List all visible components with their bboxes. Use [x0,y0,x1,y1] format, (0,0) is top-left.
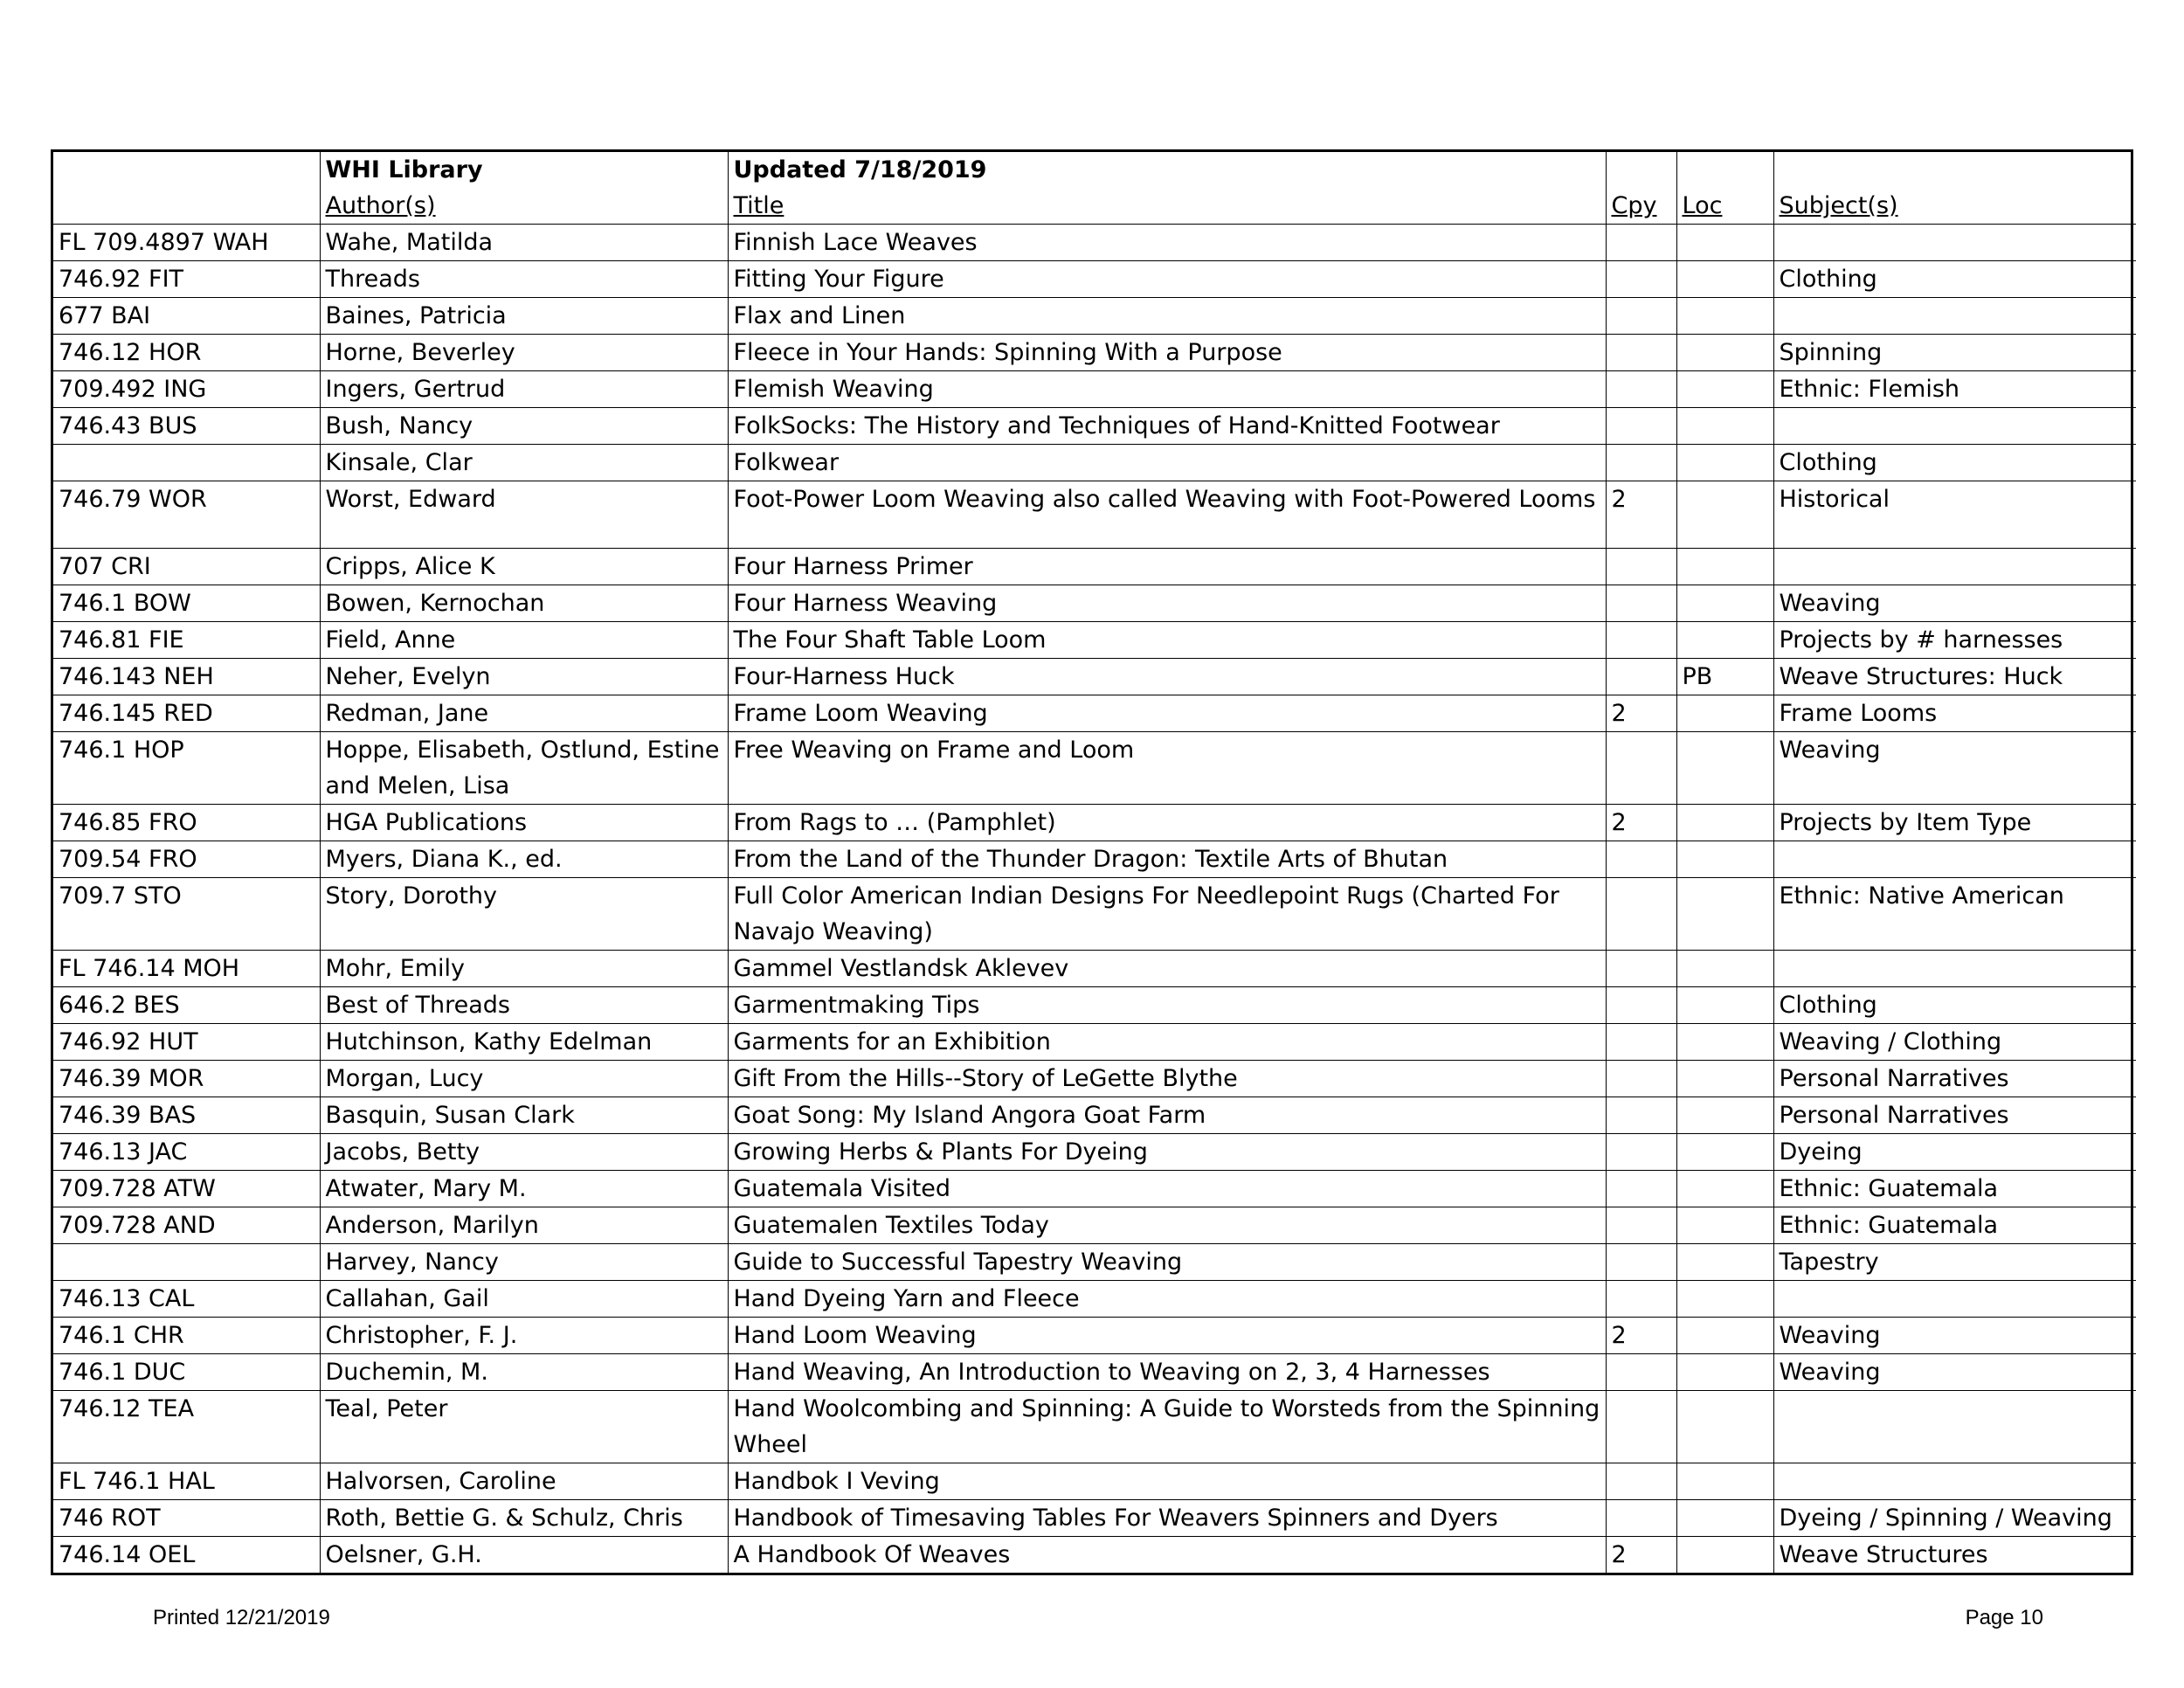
title-cell: FolkSocks: The History and Techniques of Hand-Knitted Footwear [728,408,1606,445]
call-number-cell: 746.12 HOR [53,335,320,371]
call-number-cell: 746.13 CAL [53,1281,320,1318]
location-cell [1676,225,1773,261]
subject-cell: Dyeing / Spinning / Weaving [1773,1500,2136,1537]
copies-cell [1606,1463,1676,1500]
call-number-cell: 746.39 MOR [53,1061,320,1097]
author-cell: Myers, Diana K., ed. [320,841,728,878]
location-cell [1676,298,1773,335]
call-number-cell: 709.492 ING [53,371,320,408]
author-cell: Bowen, Kernochan [320,585,728,622]
copies-cell [1606,585,1676,622]
copies-cell [1606,261,1676,298]
copies-cell [1606,732,1676,805]
table-row [53,445,2136,481]
call-number-cell: 746.43 BUS [53,408,320,445]
title-cell: Hand Loom Weaving [728,1318,1606,1354]
location-cell [1676,371,1773,408]
table-row [53,408,2136,445]
table-row [53,481,2136,549]
title-cell: Finnish Lace Weaves [728,225,1606,261]
table-row [53,371,2136,408]
table-row [53,987,2136,1024]
location-cell [1676,987,1773,1024]
header-subject-cell [1773,152,2136,225]
title-cell: Guatemalen Textiles Today [728,1207,1606,1244]
header-author-cell [320,152,728,225]
title-cell: From Rags to … (Pamphlet) [728,805,1606,841]
copies-cell [1606,622,1676,659]
call-number-cell: FL 746.1 HAL [53,1463,320,1500]
call-number-cell: 746.92 HUT [53,1024,320,1061]
title-cell: Gammel Vestlandsk Aklevev [728,951,1606,987]
title-cell: Guatemala Visited [728,1171,1606,1207]
subject-cell [1773,298,2136,335]
subject-cell: Frame Looms [1773,695,2136,732]
call-number-cell: 746.39 BAS [53,1097,320,1134]
call-number-cell: 746.92 FIT [53,261,320,298]
call-number-cell [53,1244,320,1281]
location-cell [1676,1537,1773,1574]
author-cell: Atwater, Mary M. [320,1171,728,1207]
author-cell: Ingers, Gertrud [320,371,728,408]
table-row [53,225,2136,261]
author-cell: Halvorsen, Caroline [320,1463,728,1500]
title-cell: Four-Harness Huck [728,659,1606,695]
author-cell: Story, Dorothy [320,878,728,951]
author-cell: Anderson, Marilyn [320,1207,728,1244]
title-cell: Garments for an Exhibition [728,1024,1606,1061]
author-cell: HGA Publications [320,805,728,841]
author-cell: Neher, Evelyn [320,659,728,695]
call-number-cell: FL 746.14 MOH [53,951,320,987]
location-cell [1676,841,1773,878]
copies-cell: 2 [1606,1537,1676,1574]
table-row [53,732,2136,805]
table-row [53,1244,2136,1281]
subject-cell [1773,841,2136,878]
location-cell [1676,261,1773,298]
copies-cell [1606,841,1676,878]
table-row [53,622,2136,659]
author-cell: Horne, Beverley [320,335,728,371]
title-cell: From the Land of the Thunder Dragon: Textile Arts of Bhutan [728,841,1606,878]
table-row [53,1354,2136,1391]
copies-cell [1606,1281,1676,1318]
title-cell: Hand Dyeing Yarn and Fleece [728,1281,1606,1318]
call-number-cell: 746.85 FRO [53,805,320,841]
copies-cell [1606,1097,1676,1134]
subject-cell [1773,1463,2136,1500]
subject-cell [1773,225,2136,261]
call-number-cell: 746.14 OEL [53,1537,320,1574]
call-number-cell: 746.79 WOR [53,481,320,549]
title-cell: Hand Weaving, An Introduction to Weaving on 2, 3, 4 Harnesses [728,1354,1606,1391]
call-number-cell: 709.728 AND [53,1207,320,1244]
author-cell: Redman, Jane [320,695,728,732]
call-number-cell: 746.145 RED [53,695,320,732]
location-cell [1676,1281,1773,1318]
location-cell [1676,1354,1773,1391]
title-cell: Growing Herbs & Plants For Dyeing [728,1134,1606,1171]
call-number-cell: FL 709.4897 WAH [53,225,320,261]
author-column-header: Author(s) [325,192,436,219]
copies-cell: 2 [1606,695,1676,732]
call-number-cell: 746.13 JAC [53,1134,320,1171]
copies-cell [1606,549,1676,585]
subject-cell [1773,1391,2136,1463]
location-cell [1676,951,1773,987]
subject-cell: Clothing [1773,987,2136,1024]
subject-cell: Ethnic: Guatemala [1773,1171,2136,1207]
location-cell [1676,408,1773,445]
subject-cell: Weaving [1773,1318,2136,1354]
title-cell: Flemish Weaving [728,371,1606,408]
author-cell: Mohr, Emily [320,951,728,987]
title-cell: Frame Loom Weaving [728,695,1606,732]
subject-cell: Weave Structures [1773,1537,2136,1574]
subject-column-header: Subject(s) [1779,192,1898,219]
call-number-cell: 746.1 CHR [53,1318,320,1354]
copies-cell [1606,1061,1676,1097]
call-number-cell: 746.12 TEA [53,1391,320,1463]
call-number-cell: 746.143 NEH [53,659,320,695]
call-number-cell: 646.2 BES [53,987,320,1024]
title-cell: Fitting Your Figure [728,261,1606,298]
author-cell: Hutchinson, Kathy Edelman [320,1024,728,1061]
header-row [53,152,2136,225]
table-row [53,549,2136,585]
title-cell: Garmentmaking Tips [728,987,1606,1024]
call-number-cell: 709.54 FRO [53,841,320,878]
call-number-cell: 707 CRI [53,549,320,585]
subject-cell: Weaving / Clothing [1773,1024,2136,1061]
location-cell [1676,335,1773,371]
subject-cell: Projects by Item Type [1773,805,2136,841]
printed-date: Printed 12/21/2019 [153,1606,330,1629]
title-cell: Hand Woolcombing and Spinning: A Guide to Worsteds from the Spinning Wheel [728,1391,1606,1463]
table-row [53,585,2136,622]
author-cell: Wahe, Matilda [320,225,728,261]
location-cell [1676,1171,1773,1207]
updated-date: Updated 7/18/2019 [733,156,987,183]
catalog-table [53,152,2136,1573]
subject-cell: Personal Narratives [1773,1061,2136,1097]
title-cell: Four Harness Weaving [728,585,1606,622]
author-cell: Callahan, Gail [320,1281,728,1318]
header-loc-cell [1676,152,1773,225]
table-row [53,1207,2136,1244]
title-cell: Four Harness Primer [728,549,1606,585]
copies-cell [1606,371,1676,408]
title-cell: Fleece in Your Hands: Spinning With a Purpose [728,335,1606,371]
location-cell [1676,732,1773,805]
title-cell: Free Weaving on Frame and Loom [728,732,1606,805]
copies-cell [1606,225,1676,261]
table-row [53,1061,2136,1097]
location-cell [1676,878,1773,951]
subject-cell: Tapestry [1773,1244,2136,1281]
title-cell: A Handbook Of Weaves [728,1537,1606,1574]
author-cell: Cripps, Alice K [320,549,728,585]
subject-cell: Personal Narratives [1773,1097,2136,1134]
location-cell [1676,622,1773,659]
subject-cell: Weaving [1773,732,2136,805]
copies-cell [1606,298,1676,335]
copies-cell [1606,1244,1676,1281]
subject-cell: Ethnic: Guatemala [1773,1207,2136,1244]
copies-cell [1606,1391,1676,1463]
location-cell [1676,549,1773,585]
location-cell [1676,1391,1773,1463]
author-cell: Teal, Peter [320,1391,728,1463]
location-cell [1676,695,1773,732]
table-row [53,298,2136,335]
subject-cell [1773,408,2136,445]
location-cell: PB [1676,659,1773,695]
copies-cell [1606,1500,1676,1537]
table-row [53,1171,2136,1207]
location-cell [1676,585,1773,622]
call-number-cell: 709.7 STO [53,878,320,951]
author-cell: Hoppe, Elisabeth, Ostlund, Estine and Melen, Lisa [320,732,728,805]
library-name: WHI Library [325,156,483,183]
copies-cell: 2 [1606,481,1676,549]
subject-cell: Clothing [1773,261,2136,298]
copies-cell [1606,878,1676,951]
subject-cell: Ethnic: Flemish [1773,371,2136,408]
table-row [53,1097,2136,1134]
subject-cell [1773,549,2136,585]
call-number-cell: 746.1 HOP [53,732,320,805]
subject-cell [1773,1281,2136,1318]
title-column-header: Title [733,192,784,219]
subject-cell: Ethnic: Native American [1773,878,2136,951]
table-row [53,695,2136,732]
copies-cell [1606,987,1676,1024]
subject-cell: Historical [1773,481,2136,549]
call-number-cell: 746.1 BOW [53,585,320,622]
subject-cell [1773,951,2136,987]
location-cell [1676,1244,1773,1281]
copies-cell [1606,408,1676,445]
title-cell: Handbok I Veving [728,1463,1606,1500]
cpy-column-header: Cpy [1611,192,1657,219]
table-row [53,1024,2136,1061]
call-number-cell [53,445,320,481]
call-number-cell: 746.1 DUC [53,1354,320,1391]
subject-cell: Weave Structures: Huck [1773,659,2136,695]
author-cell: Oelsner, G.H. [320,1537,728,1574]
title-cell: Gift From the Hills--Story of LeGette Blythe [728,1061,1606,1097]
title-cell: The Four Shaft Table Loom [728,622,1606,659]
title-cell: Foot-Power Loom Weaving also called Weaving with Foot-Powered Looms [728,481,1606,549]
location-cell [1676,1024,1773,1061]
location-cell [1676,1463,1773,1500]
table-row [53,878,2136,951]
copies-cell [1606,1171,1676,1207]
location-cell [1676,1500,1773,1537]
table-row [53,1318,2136,1354]
author-cell: Christopher, F. J. [320,1318,728,1354]
title-cell: Guide to Successful Tapestry Weaving [728,1244,1606,1281]
header-call-number-cell [53,152,320,225]
table-row [53,1463,2136,1500]
loc-column-header: Loc [1682,192,1723,219]
author-cell: Baines, Patricia [320,298,728,335]
author-cell: Harvey, Nancy [320,1244,728,1281]
table-row [53,841,2136,878]
author-cell: Bush, Nancy [320,408,728,445]
author-cell: Morgan, Lucy [320,1061,728,1097]
copies-cell: 2 [1606,805,1676,841]
location-cell [1676,1207,1773,1244]
copies-cell [1606,1354,1676,1391]
location-cell [1676,1097,1773,1134]
author-cell: Kinsale, Clar [320,445,728,481]
subject-cell: Weaving [1773,1354,2136,1391]
table-row [53,1134,2136,1171]
location-cell [1676,1061,1773,1097]
table-row [53,659,2136,695]
title-cell: Folkwear [728,445,1606,481]
copies-cell [1606,445,1676,481]
copies-cell: 2 [1606,1318,1676,1354]
author-cell: Jacobs, Betty [320,1134,728,1171]
title-cell: Handbook of Timesaving Tables For Weavers Spinners and Dyers [728,1500,1606,1537]
copies-cell [1606,1134,1676,1171]
table-row [53,1500,2136,1537]
table-row [53,261,2136,298]
copies-cell [1606,335,1676,371]
title-cell: Goat Song: My Island Angora Goat Farm [728,1097,1606,1134]
catalog-sheet [51,149,2133,1575]
author-cell: Roth, Bettie G. & Schulz, Chris [320,1500,728,1537]
table-row [53,1391,2136,1463]
copies-cell [1606,1024,1676,1061]
call-number-cell: 746 ROT [53,1500,320,1537]
author-cell: Worst, Edward [320,481,728,549]
location-cell [1676,805,1773,841]
title-cell: Full Color American Indian Designs For Needlepoint Rugs (Charted For Navajo Weaving) [728,878,1606,951]
header-cpy-cell [1606,152,1676,225]
location-cell [1676,445,1773,481]
title-cell: Flax and Linen [728,298,1606,335]
subject-cell: Projects by # harnesses [1773,622,2136,659]
subject-cell: Weaving [1773,585,2136,622]
location-cell [1676,1318,1773,1354]
copies-cell [1606,951,1676,987]
author-cell: Basquin, Susan Clark [320,1097,728,1134]
location-cell [1676,1134,1773,1171]
author-cell: Best of Threads [320,987,728,1024]
subject-cell: Clothing [1773,445,2136,481]
table-row [53,1281,2136,1318]
table-row [53,805,2136,841]
copies-cell [1606,659,1676,695]
table-row [53,335,2136,371]
table-row [53,951,2136,987]
call-number-cell: 746.81 FIE [53,622,320,659]
author-cell: Duchemin, M. [320,1354,728,1391]
location-cell [1676,481,1773,549]
table-row [53,1537,2136,1574]
header-title-cell [728,152,1606,225]
subject-cell: Dyeing [1773,1134,2136,1171]
call-number-cell: 709.728 ATW [53,1171,320,1207]
subject-cell: Spinning [1773,335,2136,371]
copies-cell [1606,1207,1676,1244]
author-cell: Threads [320,261,728,298]
author-cell: Field, Anne [320,622,728,659]
page-number: Page 10 [1965,1606,2043,1629]
call-number-cell: 677 BAI [53,298,320,335]
